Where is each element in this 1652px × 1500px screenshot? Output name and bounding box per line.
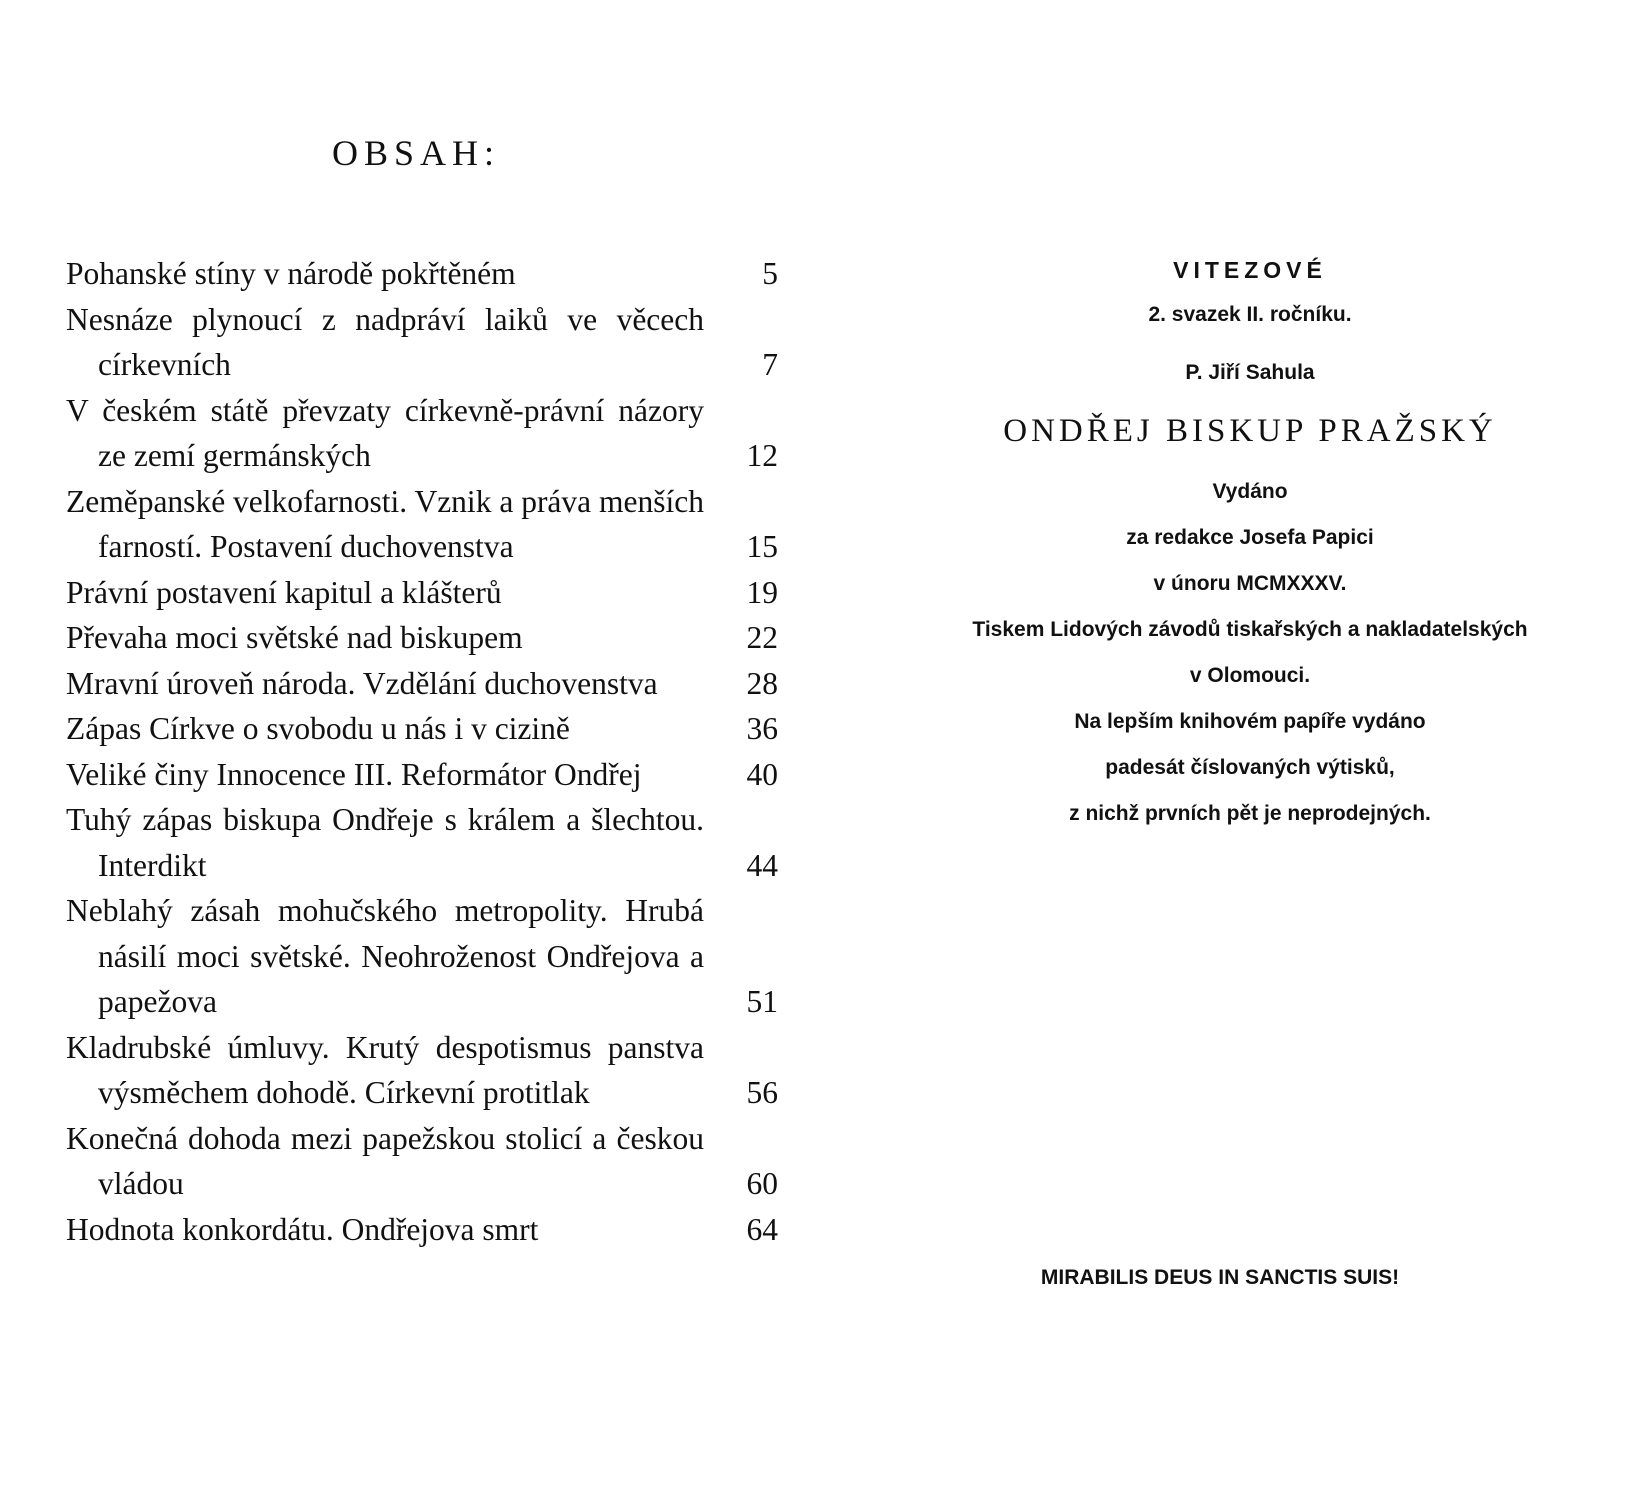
toc-entry-page: 7 (762, 347, 778, 382)
toc-entry-page: 15 (746, 529, 778, 564)
toc-entry-page: 44 (746, 847, 778, 883)
toc-entry (66, 388, 778, 479)
toc-entry (66, 797, 778, 888)
toc-entry (66, 297, 778, 388)
editor-line: za redakce Josefa Papici (1126, 526, 1374, 549)
toc-entry-title: Konečná dohoda mezi papežskou stolicí a českou vládou (66, 1120, 704, 1201)
date-line: v únoru MCMXXXV. (1153, 572, 1347, 595)
series-name: VITEZOVÉ (1173, 257, 1327, 283)
place-line: v Olomouci. (1189, 664, 1311, 687)
toc-entry-page: 40 (746, 756, 778, 792)
author-name: P. Jiří Sahula (1185, 361, 1315, 384)
toc-entry-title: Převaha moci světské nad biskupem (66, 620, 523, 655)
toc-entry-page: 28 (746, 665, 778, 701)
limited-edition-line-1: Na lepším knihovém papíře vydáno (1074, 710, 1426, 733)
table-of-contents (66, 135, 778, 1252)
toc-entry-page: 60 (746, 1166, 778, 1201)
toc-entry-page: 19 (746, 574, 778, 610)
published-label: Vydáno (1212, 480, 1288, 503)
toc-entry (66, 1116, 778, 1207)
toc-entry-title: Zeměpanské velkofarnosti. Vznik a práva menších farností. Postavení duchovenstva (66, 483, 704, 564)
imprint-block (885, 255, 1615, 827)
toc-entry-title: Právní postavení kapitul a klášterů (66, 574, 502, 610)
toc-entry-page: 64 (746, 1211, 778, 1247)
toc-entry-page: 51 (746, 984, 778, 1019)
toc-entry-title: Kladrubské úmluvy. Krutý despotismus panstva výsměchem dohodě. Církevní protitlak (66, 1029, 704, 1110)
toc-entry-page: 56 (746, 1075, 778, 1110)
toc-entry (66, 479, 778, 570)
toc-entry-title: Hodnota konkordátu. Ondřejova smrt (66, 1211, 539, 1247)
toc-entry (66, 661, 778, 707)
volume-info: 2. svazek II. ročníku. (1148, 303, 1352, 326)
printer-line: Tiskem Lidových závodů tiskařských a nakladatelských (972, 618, 1528, 641)
book-title: ONDŘEJ BISKUP PRAŽSKÝ (1003, 413, 1497, 449)
toc-entry-title: Neblahý zásah mohučského metropolity. Hrubá násilí moci světské. Neohroženost Ondřejova a papežova (66, 893, 704, 1019)
toc-entry (66, 888, 778, 1025)
limited-edition-line-2: padesát číslovaných výtisků, (1105, 756, 1395, 779)
toc-entry (66, 1025, 778, 1116)
toc-entry (66, 752, 778, 798)
toc-entry (66, 706, 778, 752)
toc-entry-page: 12 (746, 438, 778, 473)
toc-list (66, 251, 778, 1252)
toc-entry-title: Zápas Církve o svobodu u nás i v cizině (66, 711, 570, 746)
toc-entry-title: Nesnáze plynoucí z nadpráví laiků ve věcech církevních (66, 301, 704, 382)
toc-entry-title: Tuhý zápas biskupa Ondřeje s králem a šlechtou. Interdikt (66, 802, 704, 883)
toc-entry-page: 5 (762, 256, 778, 291)
toc-entry-title: V českém státě převzaty církevně-právní názory ze zemí germánských (66, 392, 704, 473)
toc-entry-title: Pohanské stíny v národě pokřtěném (66, 256, 516, 291)
toc-entry (66, 251, 778, 297)
toc-entry-page: 22 (746, 620, 778, 655)
toc-entry-page: 36 (746, 711, 778, 746)
toc-entry-title: Mravní úroveň národa. Vzdělání duchovenstva (66, 665, 658, 701)
limited-edition-line-3: z nichž prvních pět je neprodejných. (1069, 802, 1431, 825)
toc-entry (66, 615, 778, 661)
toc-entry (66, 1207, 778, 1253)
toc-entry (66, 570, 778, 616)
toc-entry-title: Veliké činy Innocence III. Reformátor Ondřej (66, 756, 642, 792)
motto: MIRABILIS DEUS IN SANCTIS SUIS! (1040, 1266, 1400, 1289)
toc-title: OBSAH: (332, 133, 501, 173)
